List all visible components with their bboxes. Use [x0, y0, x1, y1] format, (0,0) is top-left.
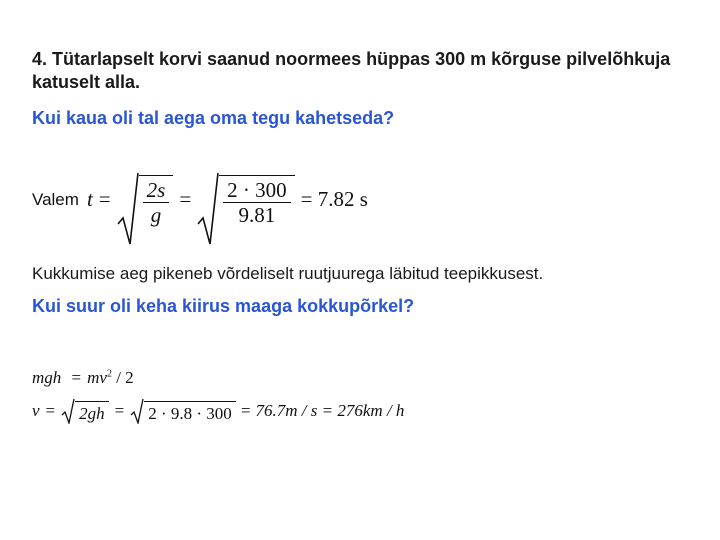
equals-sign: =: [71, 368, 82, 387]
formula-label: Valem: [32, 189, 79, 209]
time-variable: t: [86, 187, 93, 212]
problem-statement: [32, 48, 692, 94]
radical-sign-icon: [117, 172, 139, 246]
statement: Kukkumise aeg pikeneb võrdeliselt ruutjuurega läbitud teepikkusest.: [32, 264, 544, 283]
frac-denominator: g: [150, 203, 162, 228]
radical-sign-icon: [130, 398, 144, 424]
sqrt-content: 2gh: [75, 401, 109, 424]
frac-numerator: 2s: [143, 178, 170, 203]
velocity-result: = 76.7m / s = 276km / h: [239, 401, 405, 420]
time-formula: [32, 172, 368, 227]
energy-rhs-base: mv: [87, 368, 107, 387]
velocity-variable: v: [32, 401, 40, 420]
sqrt-content: 2 · 9.8 · 300: [144, 401, 236, 424]
time-result: = 7.82 s: [300, 187, 368, 212]
problem-line-2: katuselt alla.: [32, 72, 141, 92]
energy-rhs-tail: / 2: [111, 368, 134, 387]
energy-exponent: 2: [106, 368, 112, 380]
equals-sign: =: [45, 401, 56, 420]
equals-sign: =: [114, 401, 125, 420]
energy-lhs: mgh: [32, 368, 62, 387]
energy-formula: [32, 368, 134, 388]
radical-sign-icon: [61, 398, 75, 424]
velocity-formula: [32, 398, 404, 424]
frac-denominator: 9.81: [238, 203, 276, 228]
frac-numerator: 2 · 300: [223, 178, 291, 203]
problem-line-1: 4. Tütarlapselt korvi saanud noormees hüppas 300 m kõrguse pilvelõhkuja: [32, 49, 671, 69]
radical-sign-icon: [197, 172, 219, 246]
time-formula-math: [87, 172, 368, 227]
equals-sign: =: [179, 187, 192, 212]
equals-sign: =: [98, 187, 111, 212]
sqrt-symbolic: [61, 398, 109, 424]
sqrt-numeric: [130, 398, 236, 424]
sqrt-symbolic: [117, 172, 174, 227]
sqrt-numeric: [197, 172, 295, 227]
question-2: Kui suur oli keha kiirus maaga kokkupõrkel?: [32, 296, 415, 316]
question-1: Kui kaua oli tal aega oma tegu kahetseda?: [32, 108, 395, 128]
